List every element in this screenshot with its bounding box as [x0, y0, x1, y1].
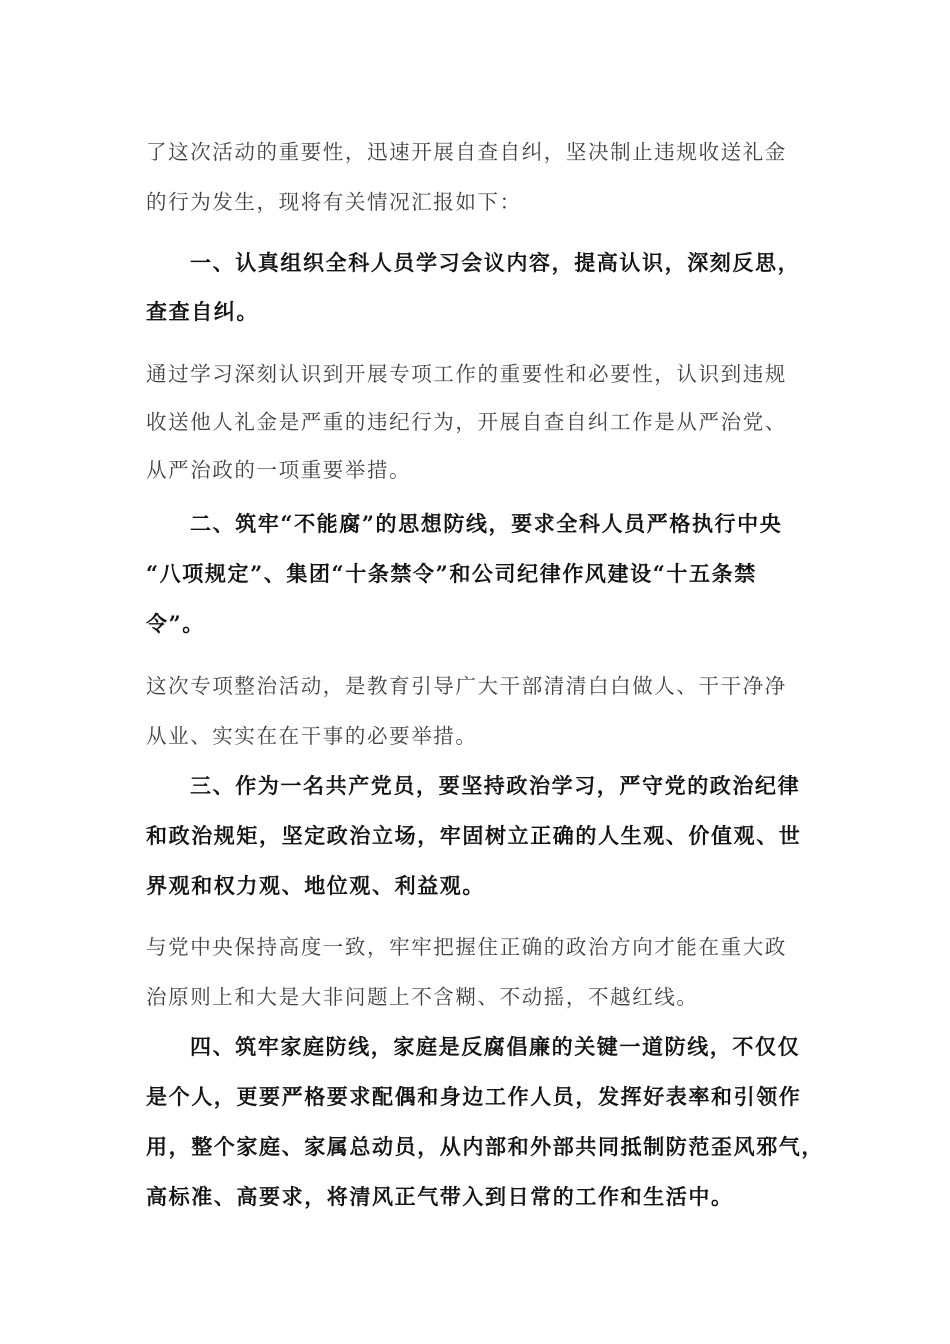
- body-line: 的行为发生，现将有关情况汇报如下：: [146, 190, 522, 214]
- section-heading-4-cont: 高标准、高要求，将清风正气带入到日常的工作和生活中。: [146, 1184, 734, 1209]
- body-line: 这次专项整治活动，是教育引导广大干部清清白白做人、干干净净: [146, 674, 787, 698]
- body-line: 治原则上和大是大非问题上不含糊、不动摇，不越红线。: [146, 985, 699, 1009]
- body-line: 了这次活动的重要性，迅速开展自查自纠，坚决制止违规收送礼金: [146, 140, 787, 164]
- section-heading-2-cont: “八项规定”、集团“十条禁令”和公司纪律作风建设“十五条禁: [146, 561, 757, 586]
- section-heading-3-cont: 和政治规矩，坚定政治立场，牢固树立正确的人生观、价值观、世: [146, 823, 802, 848]
- section-heading-3: 三、作为一名共产党员，要坚持政治学习，严守党的政治纪律: [190, 773, 801, 798]
- section-heading-4-cont: 是个人，更要严格要求配偶和身边工作人员，发挥好表率和引领作: [146, 1084, 802, 1109]
- section-heading-2-cont: 令”。: [146, 611, 205, 636]
- section-heading-2: 二、筑牢“不能腐”的思想防线，要求全科人员严格执行中央: [190, 511, 783, 536]
- section-heading-4: 四、筑牢家庭防线，家庭是反腐倡廉的关键一道防线，不仅仅: [190, 1034, 801, 1059]
- body-line: 从业、实实在在干事的必要举措。: [146, 724, 478, 748]
- section-heading-1: 一、认真组织全科人员学习会议内容，提高认识，深刻反思，: [190, 250, 801, 275]
- section-heading-1-cont: 查查自纠。: [146, 299, 259, 324]
- section-heading-3-cont: 界观和权力观、地位观、利益观。: [146, 873, 485, 898]
- body-line: 通过学习深刻认识到开展专项工作的重要性和必要性，认识到违规: [146, 362, 787, 386]
- section-heading-4-cont: 用，整个家庭、家属总动员，从内部和外部共同抵制防范歪风邪气，: [146, 1134, 824, 1159]
- body-line: 从严治政的一项重要举措。: [146, 458, 412, 482]
- body-line: 与党中央保持高度一致，牢牢把握住正确的政治方向才能在重大政: [146, 935, 787, 959]
- body-line: 收送他人礼金是严重的违纪行为，开展自查自纠工作是从严治党、: [146, 410, 787, 434]
